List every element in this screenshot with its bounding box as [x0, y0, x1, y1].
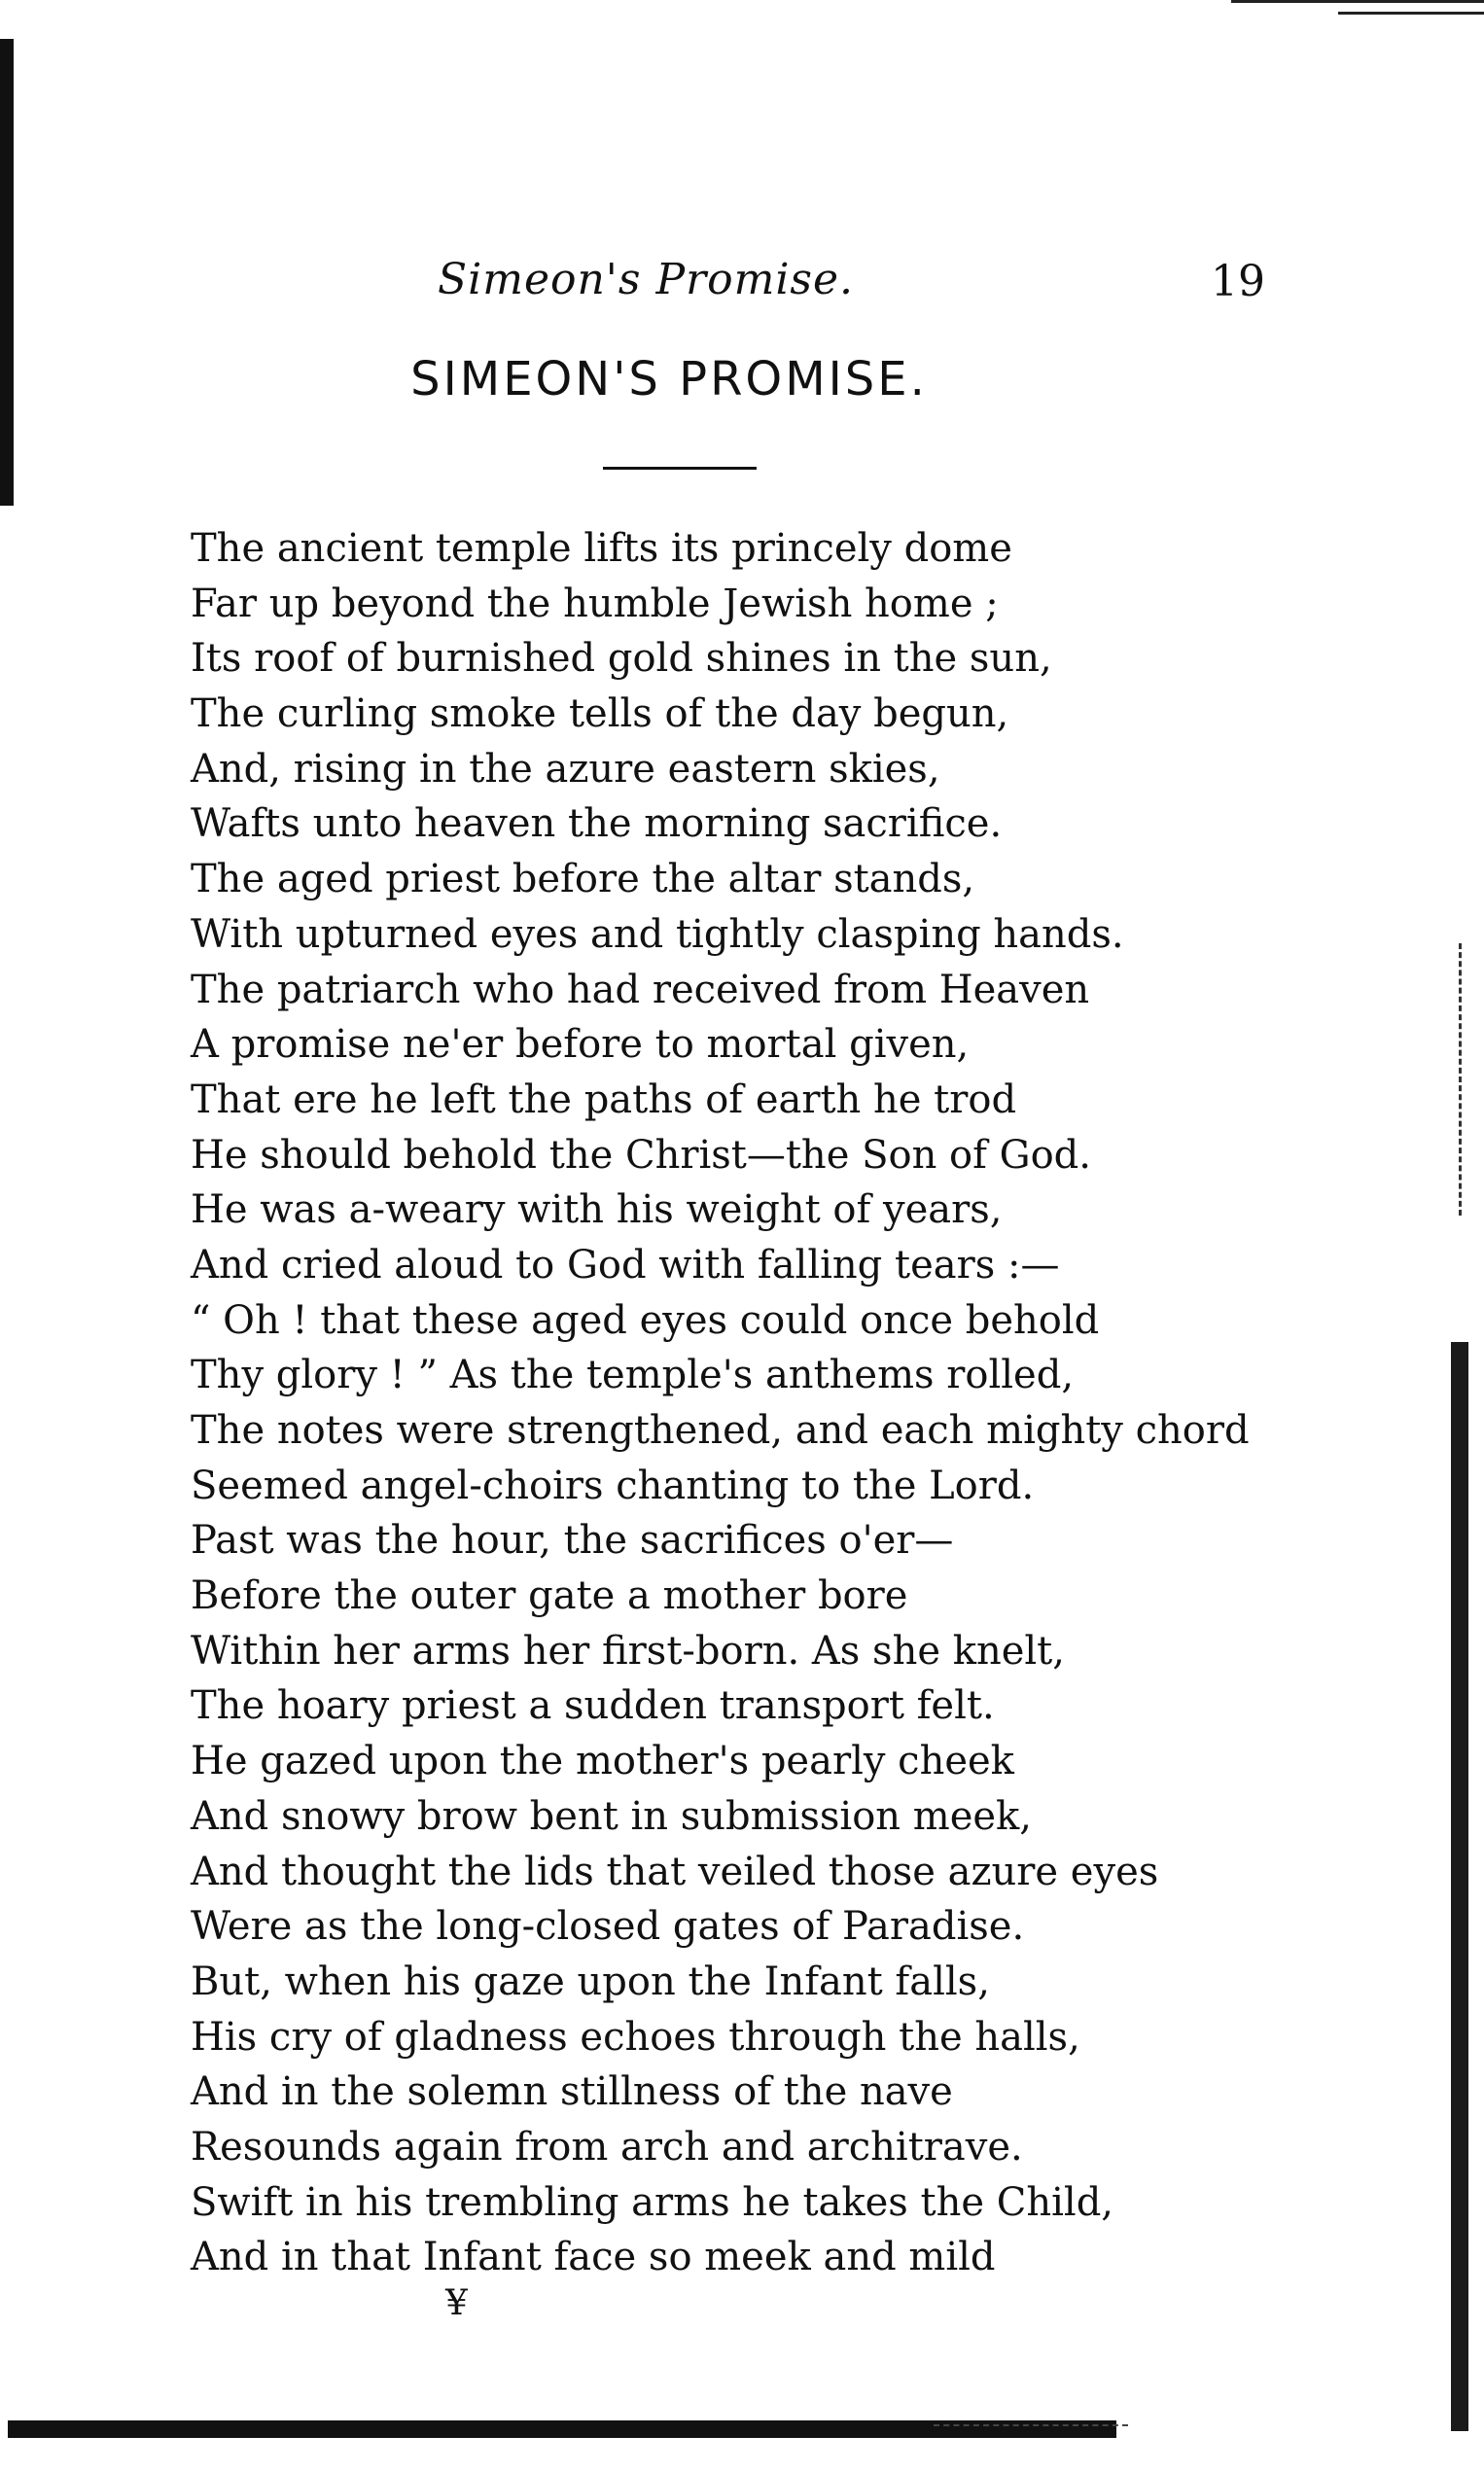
- poem-title: SIMEON'S PROMISE.: [410, 352, 928, 406]
- poem-line: Thy glory ! ” As the temple's anthems rolled,: [191, 1353, 1075, 1398]
- poem-line: His cry of gladness echoes through the halls,: [191, 2014, 1080, 2060]
- poem-line: And in that Infant face so meek and mild: [191, 2235, 996, 2280]
- poem-line: A promise ne'er before to mortal given,: [191, 1022, 970, 1068]
- poem-line: The ancient temple lifts its princely dome: [191, 526, 1012, 571]
- poem-line: Far up beyond the humble Jewish home ;: [191, 581, 999, 626]
- poem-line: But, when his gaze upon the Infant falls,: [191, 1959, 990, 2004]
- scan-edge-right: [1451, 1342, 1468, 2431]
- running-head: [0, 255, 1484, 313]
- poem-line: Were as the long-closed gates of Paradise.: [191, 1904, 1025, 1950]
- poem-line: The patriarch who had received from Heaven: [191, 967, 1090, 1012]
- scan-edge-right-dashed: [1459, 943, 1465, 1216]
- running-title: Simeon's Promise.: [438, 255, 854, 304]
- poem-line: With upturned eyes and tightly clasping hands.: [191, 911, 1124, 957]
- poem-line: The hoary priest a sudden transport felt.: [191, 1683, 995, 1729]
- poem-line: That ere he left the paths of earth he trod: [191, 1077, 1017, 1122]
- poem-line: He was a-weary with his weight of years,: [191, 1187, 1003, 1233]
- poem-line: The aged priest before the altar stands,: [191, 857, 975, 902]
- poem-line: Wafts unto heaven the morning sacrifice.: [191, 801, 1003, 847]
- poem-line: Its roof of burnished gold shines in the sun,: [191, 636, 1052, 682]
- poem-line: “ Oh ! that these aged eyes could once behold: [191, 1297, 1100, 1343]
- poem-line: Seemed angel-choirs chanting to the Lord.: [191, 1463, 1035, 1508]
- title-rule: [603, 467, 757, 470]
- poem-line: And thought the lids that veiled those azure eyes: [191, 1849, 1159, 1894]
- poem-line: The notes were strengthened, and each mighty chord: [191, 1408, 1250, 1453]
- poem-line: And in the solemn stillness of the nave: [191, 2069, 953, 2115]
- poem-line: Swift in his trembling arms he takes the Child,: [191, 2179, 1114, 2225]
- page-number: 19: [1211, 257, 1265, 306]
- poem-line: Resounds again from arch and architrave.: [191, 2124, 1023, 2170]
- poem-line: Before the outer gate a mother bore: [191, 1573, 908, 1619]
- poem-line: And snowy brow bent in submission meek,: [191, 1793, 1032, 1839]
- signature-mark: ¥: [445, 2283, 468, 2323]
- poem-line: And, rising in the azure eastern skies,: [191, 746, 940, 792]
- poem-line: He should behold the Christ—the Son of God.: [191, 1132, 1091, 1178]
- poem-body: [191, 521, 1309, 2285]
- scan-edge-top-right-secondary: [1338, 12, 1484, 15]
- poem-line: Past was the hour, the sacrifices o'er—: [191, 1518, 954, 1564]
- poem-line: The curling smoke tells of the day begun,: [191, 691, 1009, 737]
- scan-edge-bottom-dashed: [934, 2424, 1128, 2428]
- scan-edge-bottom: [8, 2420, 1116, 2438]
- scan-edge-top-right: [1231, 0, 1484, 3]
- poem-line: And cried aloud to God with falling tears :—: [191, 1242, 1060, 1288]
- poem-line: He gazed upon the mother's pearly cheek: [191, 1739, 1014, 1784]
- poem-line: Within her arms her first-born. As she knelt,: [191, 1628, 1065, 1674]
